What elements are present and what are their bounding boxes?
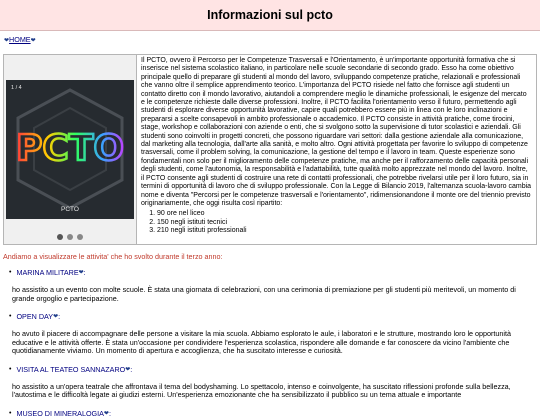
activity-title[interactable]: MARINA MILITARE [16, 268, 79, 277]
heart-icon: ❤ [30, 38, 36, 44]
bullet-icon: • [9, 269, 12, 276]
image-carousel[interactable] [4, 55, 137, 244]
activity-item: • OPEN DAY ❤ : ho avuto il piacere di accompagnare delle persone a visitare la mia scuola. Abbiamo esplorato le aule, i laboratori e le strutture, mostrando loro le opportunità educative e le attività offerte. È stata un'occasione per condividere l'esperienza scolastica, rispondere alle domande e far conoscere da vicino l'ambiente che quotidianamente viviamo. Un momento di apertura e accoglienza, che ha suscitato interesse e curiosità. [3, 312, 537, 356]
activity-description: ho assistito a un evento con molte scuole. È stata una giornata di celebrazioni, con una cerimonia di premiazione per gli studenti più meritevoli, un momento di grande orgoglio e partecipazione. [12, 285, 516, 303]
hours-item: 3. 210 negli istituti professionali [157, 227, 532, 235]
activity-item: • MARINA MILITARE ❤ : ho assistito a un evento con molte scuole. È stata una giornata di celebrazioni, con una cerimonia di premiazione per gli studenti più meritevoli, un momento di grande orgoglio e partecipazione. [3, 268, 537, 303]
bullet-icon: • [9, 365, 12, 373]
heart-icon: ❤ [53, 314, 59, 320]
intro-paragraph: Il PCTO, ovvero il Percorso per le Competenze Trasversali e l'Orientamento, è un'importante opportunità formativa che si inserisce nel sistema scolastico italiano, in particolare nelle scuole secondarie di secondo grado. Esso ha come obiettivo principale quello di preparare gli studenti al mondo del lavoro, sviluppando competenze pratiche, relazionali e professionali che vanno oltre il semplice apprendimento teorico. L'importanza del PCTO risiede nel fatto che fornisce agli studenti un contatto diretto con il mondo lavorativo, aiutandoli a comprendere meglio le dinamiche professionali, le esigenze del mercato e le competenze richieste dalle diverse professioni. Inoltre, il PCTO facilita l'orientamento verso il futuro, permettendo agli studenti di esplorare diverse opportunità lavorative, capire quali potrebbero essere più in linea con le loro inclinazioni e prepararsi a scelte consapevoli in ambito professionale o accademico. Il PCTO consiste in attività pratiche, come tirocini, stage, workshop e collaborazioni con aziende o enti, che si svolgono sotto la supervisione di tutor scolastici e aziendali. Gli studenti sono coinvolti in progetti concreti, che possono riguardare vari settori: dalla gestione aziendale alla comunicazione, dal marketing alla tecnologia, dall'arte alla sanità, e molto altro. Ogni attività progettata per favorire lo sviluppo di competenze trasversali, come il problem solving, la comunicazione, la gestione del tempo e il lavoro in team. Queste esperienze sono fondamentali non solo per il miglioramento delle competenze pratiche, ma anche per il rafforzamento delle capacità personali degli studenti, come l'autonomia, la responsabilità e l'adattabilità, tutte qualità molto apprezzate nel mondo del lavoro. Inoltre, il PCTO consente agli studenti di costruire una rete di contatti professionali, che potrebbe rivelarsi utile per il loro futuro, sia in termini di opportunità di lavoro che di sviluppo professionale. Con la Legge di Bilancio 2019, l'alternanza scuola-lavoro cambia nome e diventa "Percorsi per le competenze trasversali e l'orientamento", ridimensionandone il monte ore del triennio previsto originariamente, che oggi risulta così ripartito: [141, 57, 532, 207]
heart-icon: ❤ [103, 410, 109, 417]
carousel-slide[interactable] [6, 80, 134, 219]
bullet-icon: • [9, 409, 12, 417]
page-title: Informazioni sul pcto [207, 8, 333, 22]
activities-intro: Andiamo a visualizzare le attivita' che ho svolto durante il terzo anno: [3, 252, 223, 261]
carousel-dot-3[interactable] [77, 234, 83, 240]
top-nav [0, 31, 540, 49]
pcto-logo-image [6, 80, 134, 219]
intro-cell [137, 55, 536, 244]
heart-icon: ❤ [78, 270, 84, 276]
carousel-dots [4, 227, 136, 245]
page-header [0, 0, 540, 31]
activity-description: ho avuto il piacere di accompagnare delle persone a visitare la mia scuola. Abbiamo esplorato le aule, i laboratori e le strutture, mostrando loro le opportunità educative e le attività offerte. È stata un'occasione per condividere l'esperienza scolastica, rispondere alle domande e far conoscere da vicino l'ambiente che quotidianamente viviamo. Un momento di apertura e accoglienza, che ha suscitato interesse e curiosità. [12, 329, 512, 355]
heart-icon: ❤ [4, 38, 10, 44]
slide-counter: 1 / 4 [11, 85, 22, 91]
carousel-dot-1[interactable] [57, 234, 63, 240]
activity-title[interactable]: VISITA AL TEATEO SANNAZARO [16, 364, 126, 374]
pcto-info-table [3, 54, 537, 245]
home-link[interactable]: HOME [9, 35, 31, 44]
slide-caption: PCTO [61, 206, 79, 213]
heart-icon: ❤ [125, 366, 131, 373]
hours-list [141, 210, 532, 235]
carousel-dot-2[interactable] [67, 234, 73, 240]
hours-item: 1. 90 ore nel liceo [157, 210, 532, 218]
pcto-logo-text: PCTO [16, 128, 124, 169]
activity-title[interactable]: MUSEO DI MINERALOGIA [16, 408, 104, 418]
activity-description: ho assistito a un'opera teatrale che affrontava il tema del bodyshaming. Lo spettacolo, intenso e coinvolgente, ha suscitato riflessioni profonde sulla bellezza, l'autostima e le difficoltà legate ai giudizi esterni. Un'esperienza emozionante che ha sensibilizzato il pubblico su un tema attuale e importante [12, 381, 511, 399]
bullet-icon: • [9, 313, 12, 320]
activity-item: • MUSEO DI MINERALOGIA ❤ : [9, 408, 111, 418]
hours-item: 2. 150 negli istituti tecnici [157, 219, 532, 227]
activities-section [3, 252, 537, 418]
activity-item: • VISITA AL TEATEO SANNAZARO ❤ : ho assistito a un'opera teatrale che affrontava il tema del bodyshaming. Lo spettacolo, intenso e coinvolgente, ha suscitato riflessioni profonde sulla bellezza, l'autostima e le difficoltà legate ai giudizi esterni. Un'esperienza emozionante che ha sensibilizzato il pubblico su un tema attuale e importante [3, 365, 537, 400]
activity-title[interactable]: OPEN DAY [16, 312, 54, 321]
